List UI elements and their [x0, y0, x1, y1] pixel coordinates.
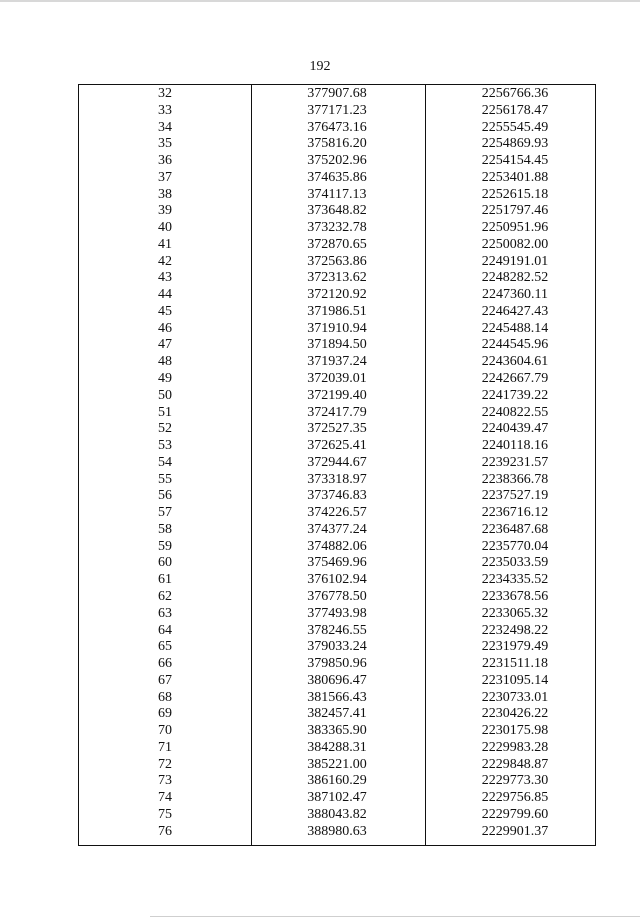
point-number-cell: 60 [158, 555, 172, 571]
x-coordinate-cell: 379033.24 [307, 639, 367, 655]
point-number-cell: 45 [158, 303, 172, 319]
x-coordinate-cell: 372944.67 [307, 454, 367, 470]
point-number-cell: 36 [158, 153, 172, 169]
table-row [79, 371, 595, 388]
x-coordinate-cell: 373232.78 [307, 220, 367, 236]
table-row [79, 656, 595, 673]
x-coordinate-cell: 385221.00 [307, 756, 367, 772]
table-row [79, 86, 595, 103]
table-row [79, 237, 595, 254]
y-coordinate-cell: 2250082.00 [481, 236, 549, 252]
y-coordinate-cell: 2230426.22 [481, 706, 549, 722]
point-number-cell: 47 [158, 337, 172, 353]
y-coordinate-cell: 2229773.30 [481, 773, 549, 789]
table-row [79, 321, 595, 338]
x-coordinate-cell: 384288.31 [307, 739, 367, 755]
point-number-cell: 69 [158, 706, 172, 722]
y-coordinate-cell: 2229848.87 [481, 756, 549, 772]
point-number-cell: 56 [158, 488, 172, 504]
x-coordinate-cell: 387102.47 [307, 790, 367, 806]
point-number-cell: 53 [158, 438, 172, 454]
table-row [79, 153, 595, 170]
x-coordinate-cell: 375816.20 [307, 136, 367, 152]
coordinate-table [78, 84, 596, 846]
y-coordinate-cell: 2231095.14 [481, 672, 549, 688]
x-coordinate-cell: 371910.94 [307, 320, 367, 336]
y-coordinate-cell: 2235033.59 [481, 555, 549, 571]
y-coordinate-cell: 2249191.01 [481, 253, 549, 269]
table-row [79, 337, 595, 354]
x-coordinate-cell: 373648.82 [307, 203, 367, 219]
y-coordinate-cell: 2250951.96 [481, 220, 549, 236]
y-coordinate-cell: 2236716.12 [481, 505, 549, 521]
point-number-cell: 39 [158, 203, 172, 219]
table-row [79, 270, 595, 287]
table-row [79, 136, 595, 153]
point-number-cell: 57 [158, 505, 172, 521]
page-number: 192 [309, 59, 331, 74]
table-row [79, 807, 595, 824]
scan-edge-bottom [150, 916, 640, 917]
y-coordinate-cell: 2232498.22 [481, 622, 549, 638]
point-number-cell: 68 [158, 689, 172, 705]
y-coordinate-cell: 2244545.96 [481, 337, 549, 353]
x-coordinate-cell: 373318.97 [307, 471, 367, 487]
table-row [79, 472, 595, 489]
table-row [79, 505, 595, 522]
table-row [79, 690, 595, 707]
x-coordinate-cell: 376778.50 [307, 588, 367, 604]
x-coordinate-cell: 388043.82 [307, 806, 367, 822]
point-number-cell: 50 [158, 387, 172, 403]
y-coordinate-cell: 2229983.28 [481, 739, 549, 755]
point-number-cell: 61 [158, 572, 172, 588]
table-row [79, 623, 595, 640]
y-coordinate-cell: 2240118.16 [482, 438, 548, 454]
x-coordinate-cell: 372417.79 [307, 404, 367, 420]
y-coordinate-cell: 2246427.43 [481, 303, 549, 319]
x-coordinate-cell: 371894.50 [307, 337, 367, 353]
point-number-cell: 44 [158, 287, 172, 303]
table-row [79, 824, 595, 841]
table-row [79, 304, 595, 321]
y-coordinate-cell: 2256766.36 [481, 86, 549, 101]
point-number-cell: 72 [158, 756, 172, 772]
table-row [79, 438, 595, 455]
point-number-cell: 73 [158, 773, 172, 789]
y-coordinate-cell: 2230733.01 [481, 689, 549, 705]
point-number-cell: 75 [158, 806, 172, 822]
table-row [79, 555, 595, 572]
point-number-cell: 38 [158, 186, 172, 202]
x-coordinate-cell: 386160.29 [307, 773, 367, 789]
x-coordinate-cell: 374117.13 [307, 186, 367, 202]
point-number-cell: 62 [158, 588, 172, 604]
point-number-cell: 48 [158, 354, 172, 370]
x-coordinate-cell: 375202.96 [307, 153, 367, 169]
y-coordinate-cell: 2229756.85 [481, 790, 549, 806]
x-coordinate-cell: 380696.47 [307, 672, 367, 688]
x-coordinate-cell: 377907.68 [307, 86, 367, 101]
table-row [79, 421, 595, 438]
point-number-cell: 71 [158, 739, 172, 755]
table-row [79, 203, 595, 220]
table-row [79, 606, 595, 623]
x-coordinate-cell: 371986.51 [307, 303, 367, 319]
x-coordinate-cell: 371937.24 [307, 354, 367, 370]
y-coordinate-cell: 2252615.18 [481, 186, 549, 202]
y-coordinate-cell: 2254154.45 [481, 153, 549, 169]
point-number-cell: 32 [158, 86, 172, 101]
point-number-cell: 35 [158, 136, 172, 152]
x-coordinate-cell: 372313.62 [307, 270, 367, 286]
x-coordinate-cell: 377171.23 [307, 102, 367, 118]
y-coordinate-cell: 2241739.22 [481, 387, 549, 403]
x-coordinate-cell: 381566.43 [307, 689, 367, 705]
point-number-cell: 52 [158, 421, 172, 437]
table-row [79, 488, 595, 505]
y-coordinate-cell: 2237527.19 [481, 488, 549, 504]
point-number-cell: 43 [158, 270, 172, 286]
x-coordinate-cell: 373746.83 [307, 488, 367, 504]
x-coordinate-cell: 374635.86 [307, 169, 367, 185]
x-coordinate-cell: 378246.55 [307, 622, 367, 638]
point-number-cell: 37 [158, 169, 172, 185]
table-row [79, 740, 595, 757]
y-coordinate-cell: 2254869.93 [481, 136, 549, 152]
y-coordinate-cell: 2243604.61 [481, 354, 549, 370]
x-coordinate-cell: 374226.57 [307, 505, 367, 521]
point-number-cell: 76 [158, 823, 172, 839]
x-coordinate-cell: 372039.01 [307, 371, 367, 387]
y-coordinate-cell: 2256178.47 [481, 102, 549, 118]
point-number-cell: 41 [158, 236, 172, 252]
table-body [79, 86, 595, 840]
y-coordinate-cell: 2251797.46 [481, 203, 549, 219]
y-coordinate-cell: 2242667.79 [481, 371, 549, 387]
table-row [79, 589, 595, 606]
y-coordinate-cell: 2229799.60 [481, 806, 549, 822]
x-coordinate-cell: 382457.41 [307, 706, 367, 722]
table-row [79, 405, 595, 422]
table-row [79, 254, 595, 271]
table-row [79, 220, 595, 237]
point-number-cell: 54 [158, 454, 172, 470]
y-coordinate-cell: 2231979.49 [481, 639, 549, 655]
x-coordinate-cell: 375469.96 [307, 555, 367, 571]
table-row [79, 354, 595, 371]
point-number-cell: 70 [158, 723, 172, 739]
y-coordinate-cell: 2236487.68 [481, 521, 549, 537]
y-coordinate-cell: 2231511.18 [482, 656, 548, 672]
point-number-cell: 64 [158, 622, 172, 638]
y-coordinate-cell: 2240439.47 [481, 421, 549, 437]
y-coordinate-cell: 2229901.37 [481, 823, 549, 839]
x-coordinate-cell: 372563.86 [307, 253, 367, 269]
x-coordinate-cell: 376102.94 [307, 572, 367, 588]
y-coordinate-cell: 2248282.52 [481, 270, 549, 286]
x-coordinate-cell: 374377.24 [307, 521, 367, 537]
table-row [79, 120, 595, 137]
y-coordinate-cell: 2233065.32 [481, 605, 549, 621]
table-row [79, 773, 595, 790]
x-coordinate-cell: 372120.92 [307, 287, 367, 303]
point-number-cell: 42 [158, 253, 172, 269]
x-coordinate-cell: 388980.63 [307, 823, 367, 839]
table-row [79, 388, 595, 405]
table-row [79, 572, 595, 589]
x-coordinate-cell: 372527.35 [307, 421, 367, 437]
y-coordinate-cell: 2233678.56 [481, 588, 549, 604]
point-number-cell: 49 [158, 371, 172, 387]
y-coordinate-cell: 2245488.14 [481, 320, 549, 336]
x-coordinate-cell: 377493.98 [307, 605, 367, 621]
scan-edge-top [0, 0, 640, 2]
table-row [79, 723, 595, 740]
point-number-cell: 66 [158, 656, 172, 672]
point-number-cell: 51 [158, 404, 172, 420]
table-row [79, 539, 595, 556]
point-number-cell: 55 [158, 471, 172, 487]
point-number-cell: 46 [158, 320, 172, 336]
y-coordinate-cell: 2235770.04 [481, 538, 549, 554]
point-number-cell: 58 [158, 521, 172, 537]
table-row [79, 706, 595, 723]
table-row [79, 639, 595, 656]
table-row [79, 170, 595, 187]
point-number-cell: 74 [158, 790, 172, 806]
y-coordinate-cell: 2240822.55 [481, 404, 549, 420]
table-row [79, 522, 595, 539]
table-row [79, 187, 595, 204]
y-coordinate-cell: 2238366.78 [481, 471, 549, 487]
x-coordinate-cell: 372625.41 [307, 438, 367, 454]
y-coordinate-cell: 2230175.98 [481, 723, 549, 739]
table-row [79, 287, 595, 304]
point-number-cell: 67 [158, 672, 172, 688]
y-coordinate-cell: 2234335.52 [481, 572, 549, 588]
table-row [79, 790, 595, 807]
x-coordinate-cell: 379850.96 [307, 656, 367, 672]
y-coordinate-cell: 2255545.49 [481, 119, 549, 135]
y-coordinate-cell: 2253401.88 [481, 169, 549, 185]
table-row [79, 757, 595, 774]
y-coordinate-cell: 2247360.11 [482, 287, 548, 303]
x-coordinate-cell: 374882.06 [307, 538, 367, 554]
point-number-cell: 65 [158, 639, 172, 655]
x-coordinate-cell: 372870.65 [307, 236, 367, 252]
point-number-cell: 63 [158, 605, 172, 621]
table-row [79, 673, 595, 690]
table-row [79, 455, 595, 472]
x-coordinate-cell: 372199.40 [307, 387, 367, 403]
point-number-cell: 33 [158, 102, 172, 118]
point-number-cell: 59 [158, 538, 172, 554]
point-number-cell: 34 [158, 119, 172, 135]
x-coordinate-cell: 383365.90 [307, 723, 367, 739]
table-row [79, 103, 595, 120]
x-coordinate-cell: 376473.16 [307, 119, 367, 135]
point-number-cell: 40 [158, 220, 172, 236]
y-coordinate-cell: 2239231.57 [481, 454, 549, 470]
